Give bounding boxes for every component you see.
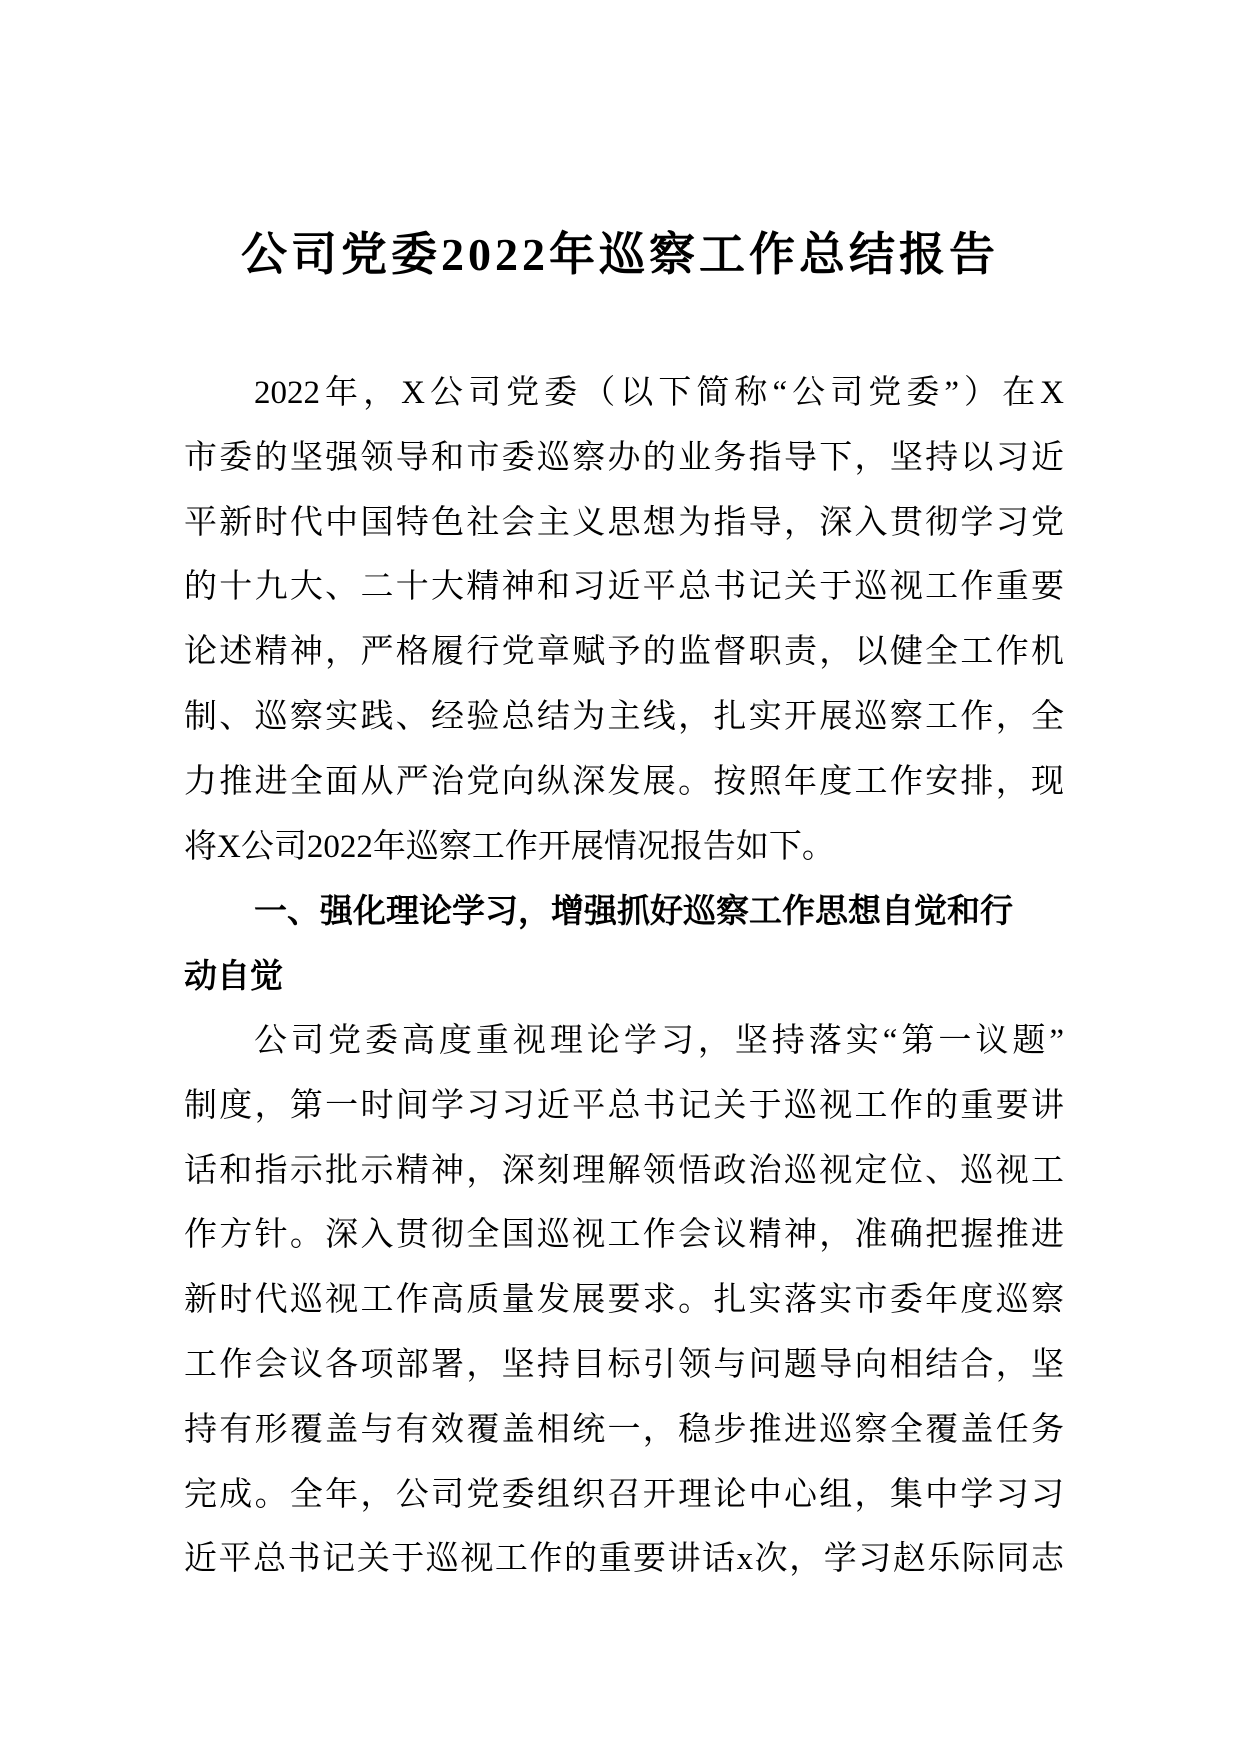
section-heading-line: 一、强化理论学习，增强抓好巡察工作思想自觉和行: [254, 892, 1013, 930]
body-text-line: 作方针。深入贯彻全国巡视工作会议精神，准确把握推进: [184, 1217, 1064, 1254]
body-text-line: 制、巡察实践、经验总结为主线，扎实开展巡察工作，全: [184, 698, 1064, 735]
body-text-line: 平新时代中国特色社会主义思想为指导，深入贯彻学习党: [184, 504, 1064, 541]
body-text-line: 制度，第一时间学习习近平总书记关于巡视工作的重要讲: [184, 1087, 1064, 1124]
body-text-line: 公司党委高度重视理论学习，坚持落实“第一议题”: [254, 1022, 1064, 1059]
document-content: [184, 361, 1064, 1592]
body-text-line: 完成。全年，公司党委组织召开理论中心组，集中学习习: [184, 1476, 1064, 1513]
body-text-line: 工作会议各项部署，坚持目标引领与问题导向相结合，坚: [184, 1346, 1064, 1383]
body-text-line: 近平总书记关于巡视工作的重要讲话x次，学习赵乐际同志: [184, 1541, 1064, 1578]
document-title: 公司党委2022年巡察工作总结报告: [241, 229, 999, 280]
body-text-line: 话和指示批示精神，深刻理解领悟政治巡视定位、巡视工: [184, 1152, 1064, 1189]
section-heading-line: 动自觉: [184, 957, 283, 995]
body-text-line: 2022年，X公司党委（以下简称“公司党委”）在X: [254, 375, 1064, 411]
body-text-line: 力推进全面从严治党向纵深发展。按照年度工作安排，现: [184, 763, 1064, 800]
body-text-line: 新时代巡视工作高质量发展要求。扎实落实市委年度巡察: [184, 1282, 1064, 1319]
body-text-line: 持有形覆盖与有效覆盖相统一，稳步推进巡察全覆盖任务: [184, 1411, 1064, 1448]
body-text-line: 的十九大、二十大精神和习近平总书记关于巡视工作重要: [184, 569, 1064, 606]
body-text-line: 将X公司2022年巡察工作开展情况报告如下。: [184, 828, 835, 865]
body-text-line: 论述精神，严格履行党章赋予的监督职责，以健全工作机: [184, 634, 1064, 671]
body-text-line: 市委的坚强领导和市委巡察办的业务指导下，坚持以习近: [184, 439, 1064, 476]
